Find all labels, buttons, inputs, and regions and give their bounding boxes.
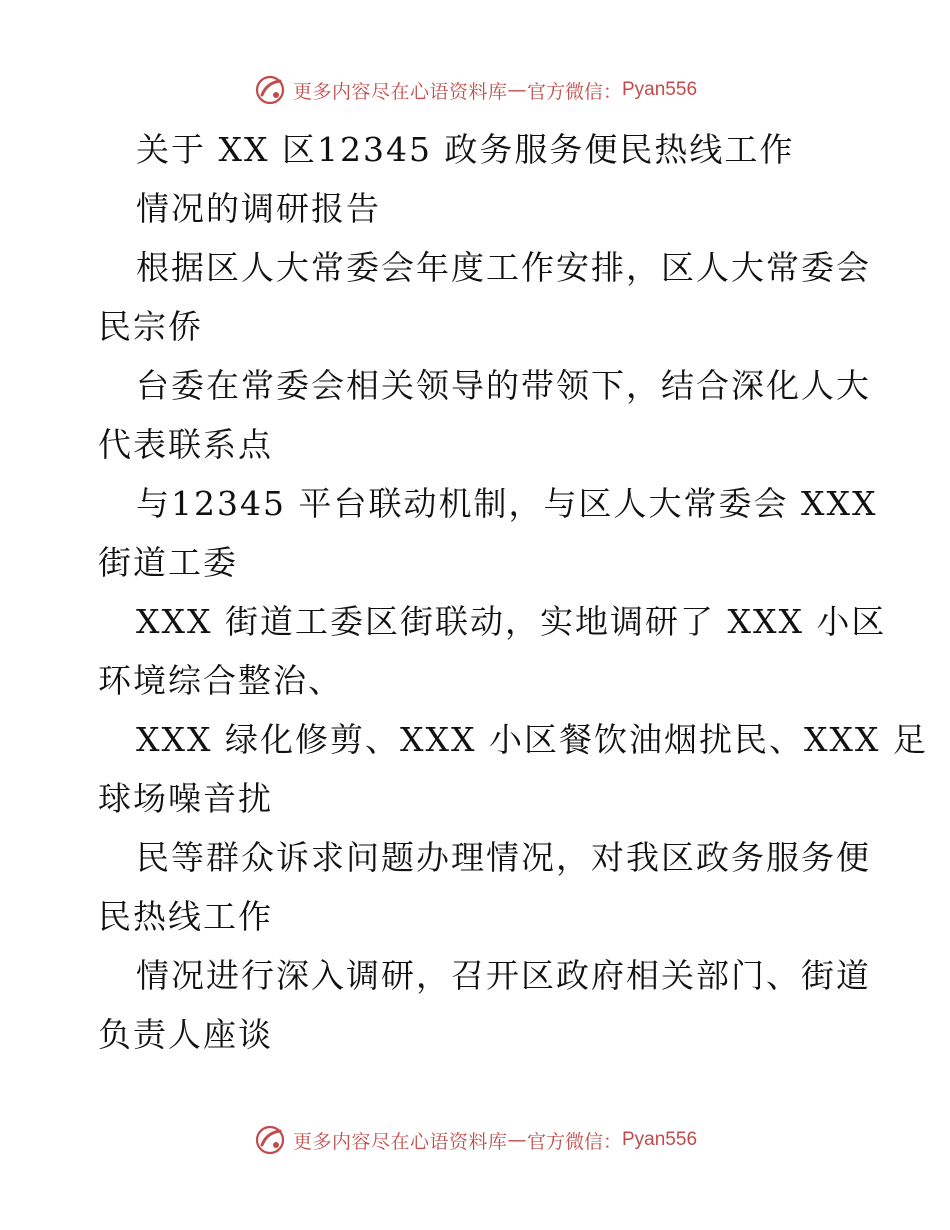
paragraph-line: XXX 绿化修剪、XXX 小区餐饮油烟扰民、XXX 足 [136,720,928,759]
wechat-label: 官方微信： [526,80,622,103]
document-title-line-1: 关于 XX 区12345 政务服务便民热线工作 [136,130,795,169]
promo-text: 更多内容尽在心语资料库 [292,80,508,103]
paragraph-line: 民宗侨 [98,307,203,346]
document-body [98,120,928,1064]
banner-dash: — [507,1129,527,1151]
header-banner [0,70,950,110]
banner-dash: — [507,79,527,101]
paragraph-line: 民热线工作 [98,897,273,936]
paragraph-line: 与12345 平台联动机制，与区人大常委会 XXX [136,484,878,523]
footer-banner [0,1120,950,1160]
paragraph-line: 根据区人大常委会年度工作安排，区人大常委会 [136,248,871,287]
wechat-label: 官方微信： [526,1130,622,1153]
paragraph-line: 街道工委 [98,543,238,582]
brush-swirl-logo-icon [253,1123,287,1157]
paragraph-line: 环境综合整治、 [98,661,343,700]
paragraph-line: 情况进行深入调研，召开区政府相关部门、街道 [136,956,871,995]
brush-swirl-logo-icon [253,73,287,107]
wechat-id: Pyan556 [622,1129,698,1150]
wechat-id: Pyan556 [622,79,698,100]
paragraph-line: 代表联系点 [98,425,273,464]
paragraph-line: XXX 街道工委区街联动，实地调研了 XXX 小区 [136,602,887,641]
document-title-line-2: 情况的调研报告 [136,189,381,228]
paragraph-line: 球场噪音扰 [98,779,273,818]
paragraph-line: 台委在常委会相关领导的带领下，结合深化人大 [136,366,871,405]
paragraph-line: 负责人座谈 [98,1015,273,1054]
promo-text: 更多内容尽在心语资料库 [292,1130,508,1153]
paragraph-line: 民等群众诉求问题办理情况，对我区政务服务便 [136,838,871,877]
